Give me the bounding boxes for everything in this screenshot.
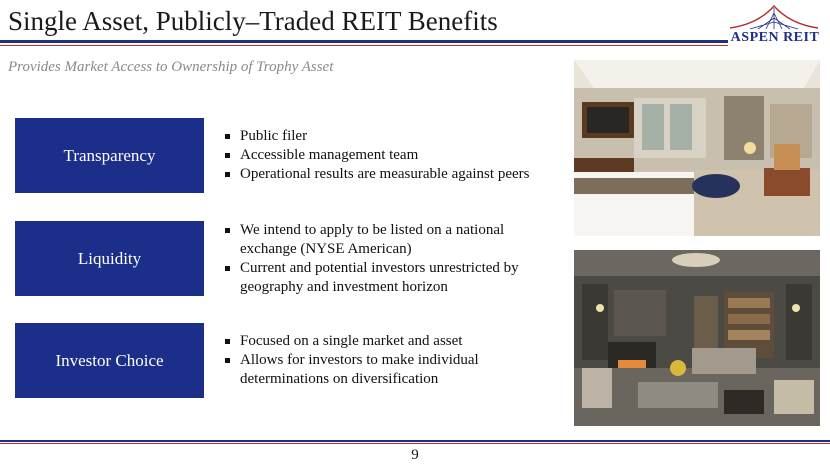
bullet-item: Accessible management team [222,146,529,165]
benefit-box-investor-choice: Investor Choice [15,323,204,398]
benefit-box-liquidity: Liquidity [15,221,204,296]
page-title: Single Asset, Publicly–Traded REIT Benefits [8,6,498,36]
benefit-bullets-investor-choice [222,332,522,389]
bullet-item: Focused on a single market and asset [222,332,522,351]
subtitle: Provides Market Access to Ownership of Trophy Asset [8,59,334,75]
benefit-bullets-liquidity [222,221,562,297]
bullet-square-icon [225,266,230,271]
bullet-item: Allows for investors to make individual determinations on diversification [222,351,522,389]
bullet-item: Current and potential investors unrestricted by geography and investment horizon [222,259,562,297]
page-number: 9 [411,447,419,463]
bullet-item: We intend to apply to be listed on a national exchange (NYSE American) [222,221,562,259]
footer-rule [0,440,830,442]
library-photo [574,250,820,426]
bullet-item: Operational results are measurable against peers [222,165,529,184]
benefit-box-transparency: Transparency [15,118,204,193]
bullet-square-icon [225,172,230,177]
header-rule [0,40,728,43]
bullet-square-icon [225,228,230,233]
logo-text: ASPEN REIT [730,30,820,45]
bullet-square-icon [225,339,230,344]
header-accent-rule [0,45,728,46]
footer-accent-rule [0,443,830,444]
bullet-square-icon [225,153,230,158]
bullet-square-icon [225,358,230,363]
bedroom-photo [574,60,820,236]
bullet-square-icon [225,134,230,139]
bullet-item: Public filer [222,127,529,146]
benefit-bullets-transparency [222,127,529,184]
